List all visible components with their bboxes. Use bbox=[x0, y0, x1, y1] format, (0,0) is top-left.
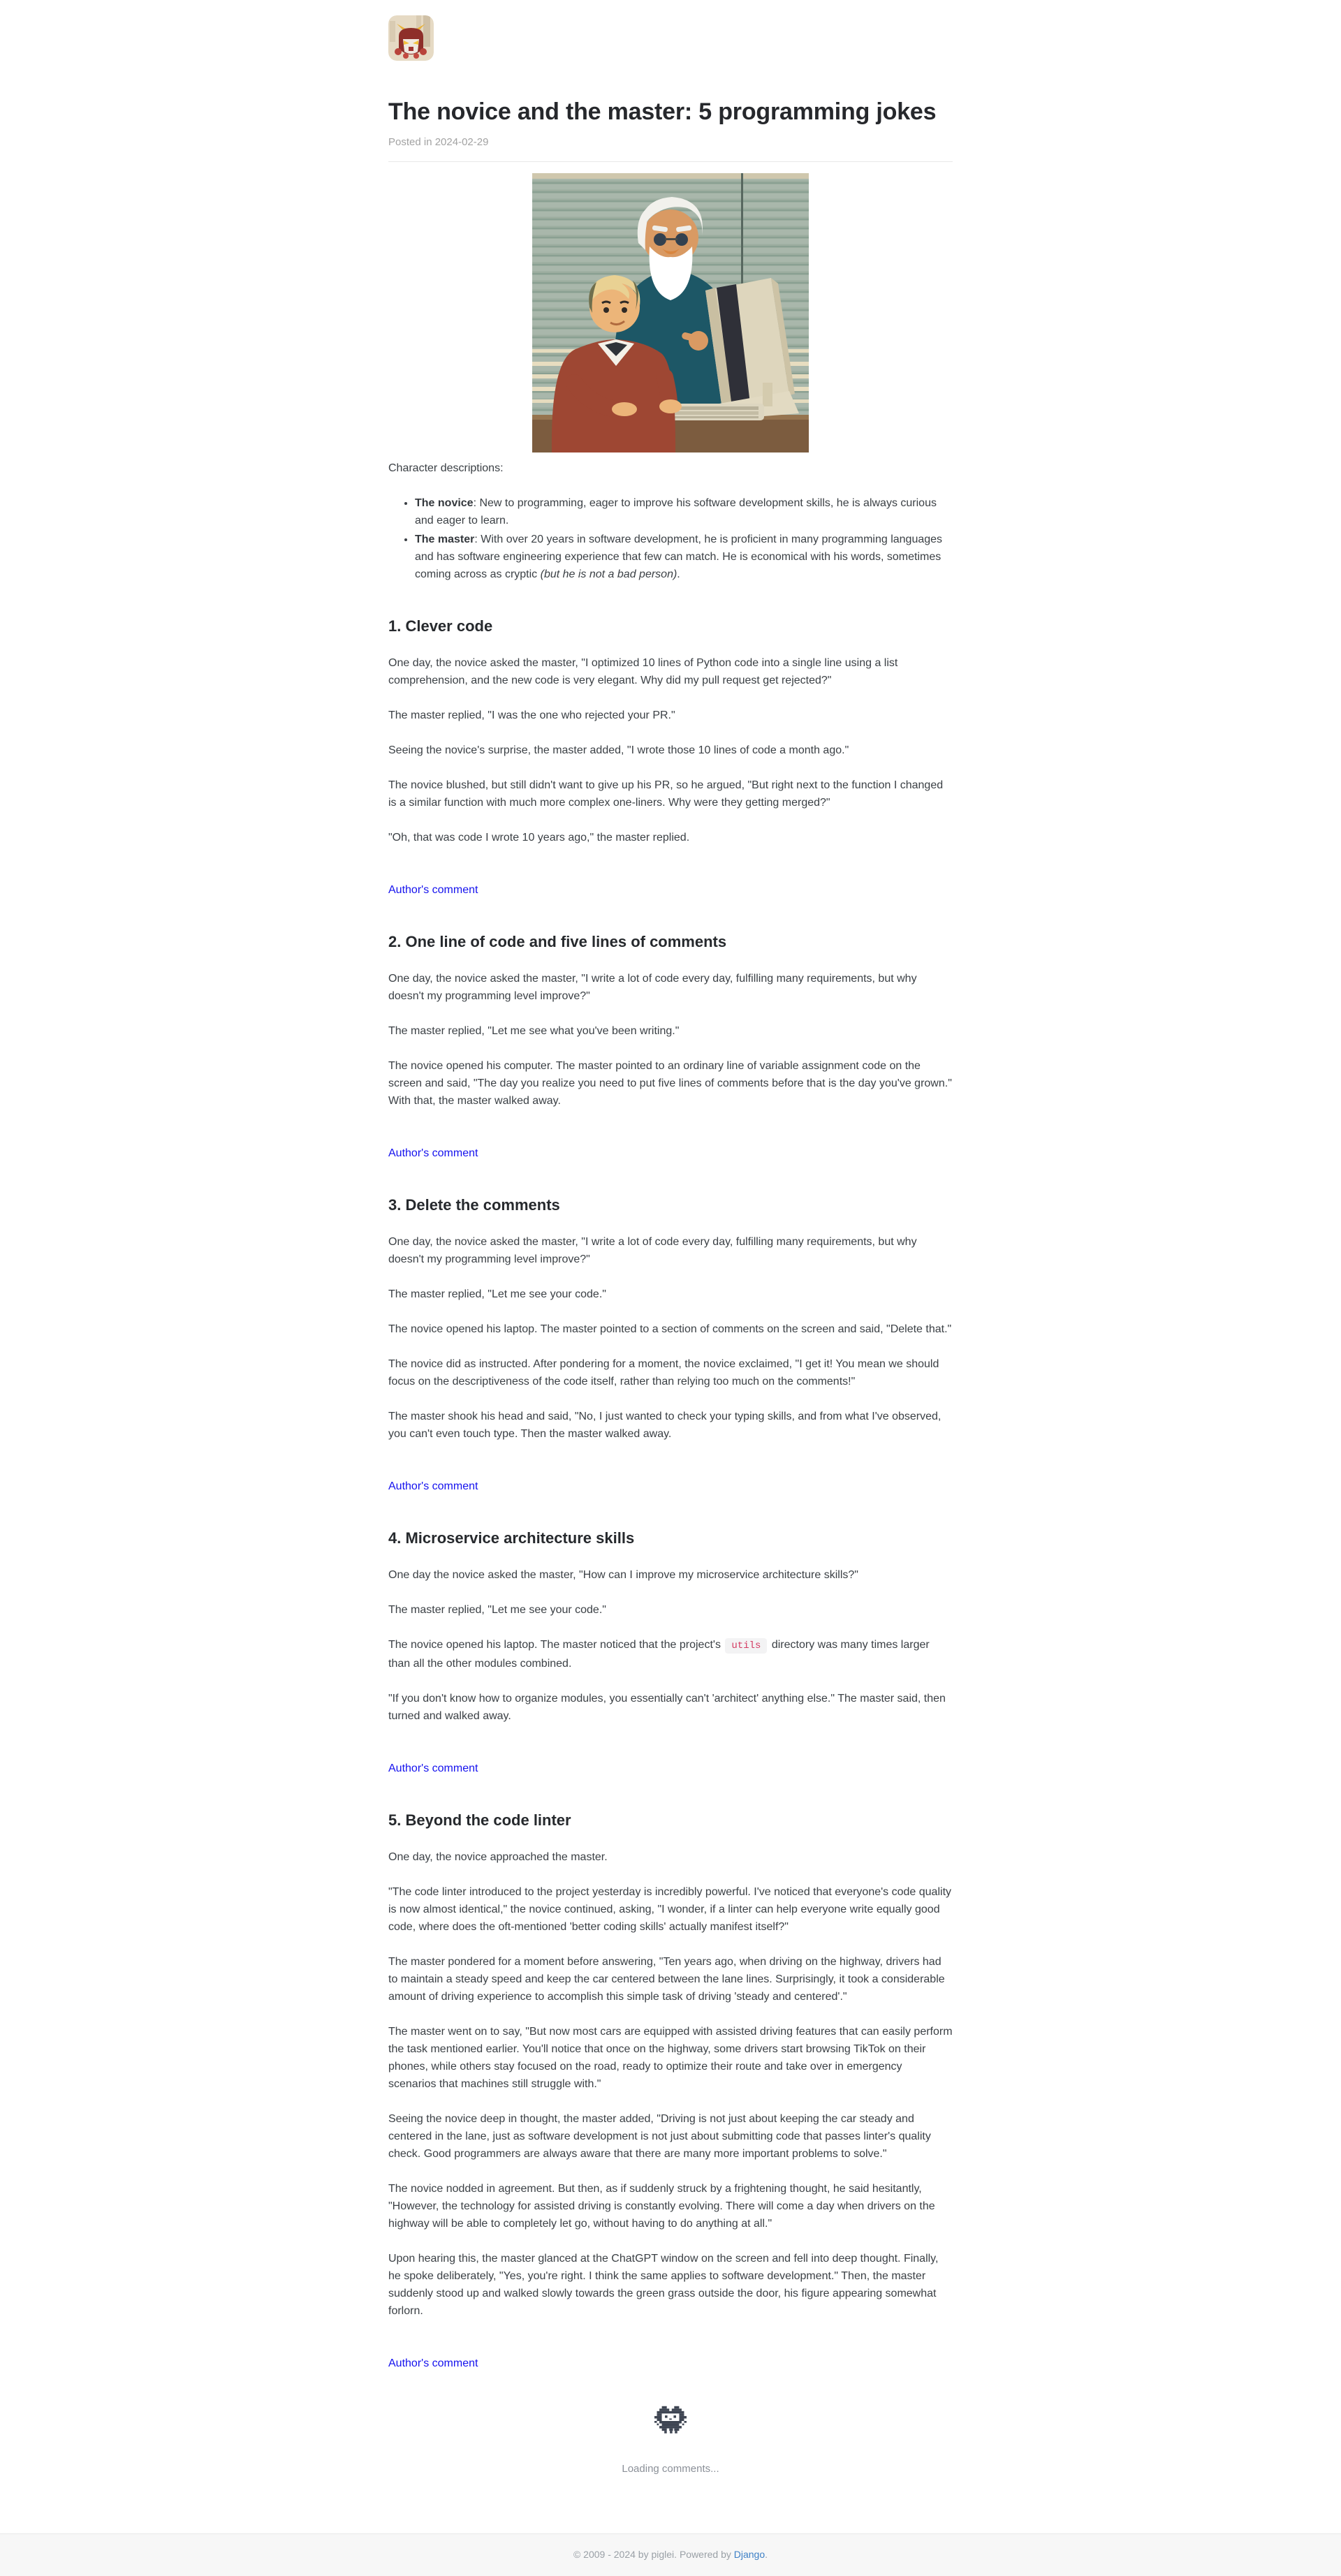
loading-comments-text: Loading comments... bbox=[622, 2463, 719, 2475]
copyright-text bbox=[0, 2546, 1341, 2563]
authors-comment-link[interactable]: Author's comment bbox=[388, 1762, 478, 1774]
paragraph: The novice blushed, but still didn't want to give up his PR, so he argued, "But right next to the function I changed is a similar function with much more complex one-liners. Why were they getting merged?" bbox=[388, 779, 944, 809]
character-list bbox=[388, 494, 953, 583]
paragraph: One day, the novice asked the master, "I optimized 10 lines of Python code into a single line using a list comprehension, and the new code is very elegant. Why did my pull request get rejected?" bbox=[388, 657, 898, 686]
paragraph: The novice nodded in agreement. But then, as if suddenly struck by a frightening thought, he said hesitantly, "However, the technology for assisted driving is constantly evolving. There will come a day when drivers on the highway will be able to completely let go, without having to do anything at all." bbox=[388, 2183, 935, 2230]
joke-section bbox=[388, 1529, 953, 1777]
site-logo[interactable] bbox=[388, 15, 434, 61]
authors-comment-link[interactable]: Author's comment bbox=[388, 884, 478, 896]
robot-head-logo-icon bbox=[388, 15, 434, 61]
paragraph: The master replied, "Let me see your code." bbox=[388, 1288, 606, 1300]
paragraph: The master replied, "I was the one who rejected your PR." bbox=[388, 709, 675, 721]
section-heading: 4. Microservice architecture skills bbox=[388, 1529, 635, 1547]
paragraph: "Oh, that was code I wrote 10 years ago," the master replied. bbox=[388, 832, 690, 844]
character-list-item: • The master: With over 20 years in software development, he is proficient in many programming languages and has software engineering experience that few can match. He is economical with his words, sometimes coming across as cryptic (but he is not a bad person). bbox=[415, 531, 953, 583]
paragraph: Seeing the novice's surprise, the master added, "I wrote those 10 lines of code a month ago." bbox=[388, 744, 849, 756]
authors-comment-link[interactable]: Author's comment bbox=[388, 1147, 478, 1159]
character-list-item: • The novice: New to programming, eager to improve his software development skills, he is always curious and eager to learn. bbox=[415, 494, 953, 529]
divider bbox=[388, 161, 953, 162]
paragraph: The novice opened his computer. The master pointed to an ordinary line of variable assignment code on the screen and said, "The day you realize you need to put five lines of comments before that is the day you've grown." With that, the master walked away. bbox=[388, 1060, 952, 1107]
section-heading: 3. Delete the comments bbox=[388, 1196, 560, 1214]
inline-code: utils bbox=[725, 1638, 767, 1654]
paragraph: Seeing the novice deep in thought, the master added, "Driving is not just about keeping the car steady and centered in the lane, just as software development is not just about submitting code that passes linter's quality check. Good programmers are always aware that there are many more important problems to solve." bbox=[388, 2113, 931, 2160]
joke-section bbox=[388, 1195, 953, 1495]
intro-text: Character descriptions: bbox=[388, 462, 504, 474]
joke-section bbox=[388, 617, 953, 899]
paragraph: The master went on to say, "But now most cars are equipped with assisted driving features that can easily perform the task mentioned earlier. You'll notice that once on the highway, some drivers start browsing TikTok on their phones, while others stay focused on the road, ready to optimize their route and take over in emergency scenarios that machines still struggle with." bbox=[388, 2026, 953, 2090]
joke-section bbox=[388, 1811, 953, 2372]
section-heading: 1. Clever code bbox=[388, 617, 493, 635]
paragraph: One day the novice asked the master, "How can I improve my microservice architecture skills?" bbox=[388, 1569, 858, 1581]
paragraph: The novice opened his laptop. The master pointed to a section of comments on the screen and said, "Delete that." bbox=[388, 1323, 952, 1335]
paragraph: The master pondered for a moment before answering, "Ten years ago, when driving on the highway, drivers had to maintain a steady speed and keep the car centered between the lane lines. Surprisingly, it took a considerable amount of driving experience to accomplish this simple task of driving 'steady and centered'." bbox=[388, 1956, 945, 2003]
novice-and-master-illustration bbox=[532, 173, 809, 452]
section-heading: 5. Beyond the code linter bbox=[388, 1811, 571, 1829]
post-date: Posted in 2024-02-29 bbox=[388, 136, 489, 148]
paragraph: The novice did as instructed. After pondering for a moment, the novice exclaimed, "I get it! You mean we should focus on the descriptiveness of the code itself, rather than relying too much on the comments!" bbox=[388, 1358, 939, 1388]
paragraph: The master shook his head and said, "No, I just wanted to check your typing skills, and from what I've observed, you can't even touch type. Then the master walked away. bbox=[388, 1411, 941, 1440]
paragraph: "If you don't know how to organize modules, you essentially can't 'architect' anything else." The master said, then turned and walked away. bbox=[388, 1693, 946, 1722]
authors-comment-link[interactable]: Author's comment bbox=[388, 1480, 478, 1492]
footer bbox=[0, 2533, 1341, 2576]
paragraph: "The code linter introduced to the project yesterday is incredibly powerful. I've noticed that everyone's code quality is now almost identical," the novice continued, asking, "I wonder, if a linter can help everyone write equally good code, where does the oft-mentioned 'better coding skills' actually manifest itself?" bbox=[388, 1886, 952, 1933]
page-container bbox=[388, 0, 953, 2478]
page-title: The novice and the master: 5 programming jokes bbox=[388, 98, 937, 125]
paragraph: The novice opened his laptop. The master noticed that the project's utils directory was many times larger than all the other modules combined. bbox=[388, 1639, 930, 1670]
hero-illustration bbox=[532, 173, 809, 452]
paragraph: The master replied, "Let me see what you've been writing." bbox=[388, 1025, 680, 1037]
django-link[interactable]: Django bbox=[733, 2549, 765, 2560]
copyright-prefix: © 2009 - 2024 by piglei. Powered by bbox=[573, 2549, 734, 2560]
paragraph: Upon hearing this, the master glanced at the ChatGPT window on the screen and fell into deep thought. Finally, he spoke deliberately, "Yes, you're right. I think the same applies to software development." Then, the master suddenly stood up and walked slowly towards the green grass outside the door, his figure appearing somewhat forlorn. bbox=[388, 2253, 939, 2317]
paragraph: One day, the novice approached the master. bbox=[388, 1851, 608, 1863]
paragraph: One day, the novice asked the master, "I write a lot of code every day, fulfilling many requirements, but why doesn't my programming level improve?" bbox=[388, 1236, 917, 1265]
paragraph: The master replied, "Let me see your code." bbox=[388, 1604, 606, 1616]
paragraph: One day, the novice asked the master, "I write a lot of code every day, fulfilling many requirements, but why doesn't my programming level improve?" bbox=[388, 973, 917, 1002]
authors-comment-link[interactable]: Author's comment bbox=[388, 2357, 478, 2369]
comments-section bbox=[388, 2404, 953, 2478]
pixel-cat-icon bbox=[654, 2404, 687, 2443]
copyright-suffix: . bbox=[765, 2549, 768, 2560]
joke-section bbox=[388, 932, 953, 1162]
sections bbox=[388, 617, 953, 2372]
section-heading: 2. One line of code and five lines of comments bbox=[388, 933, 727, 950]
